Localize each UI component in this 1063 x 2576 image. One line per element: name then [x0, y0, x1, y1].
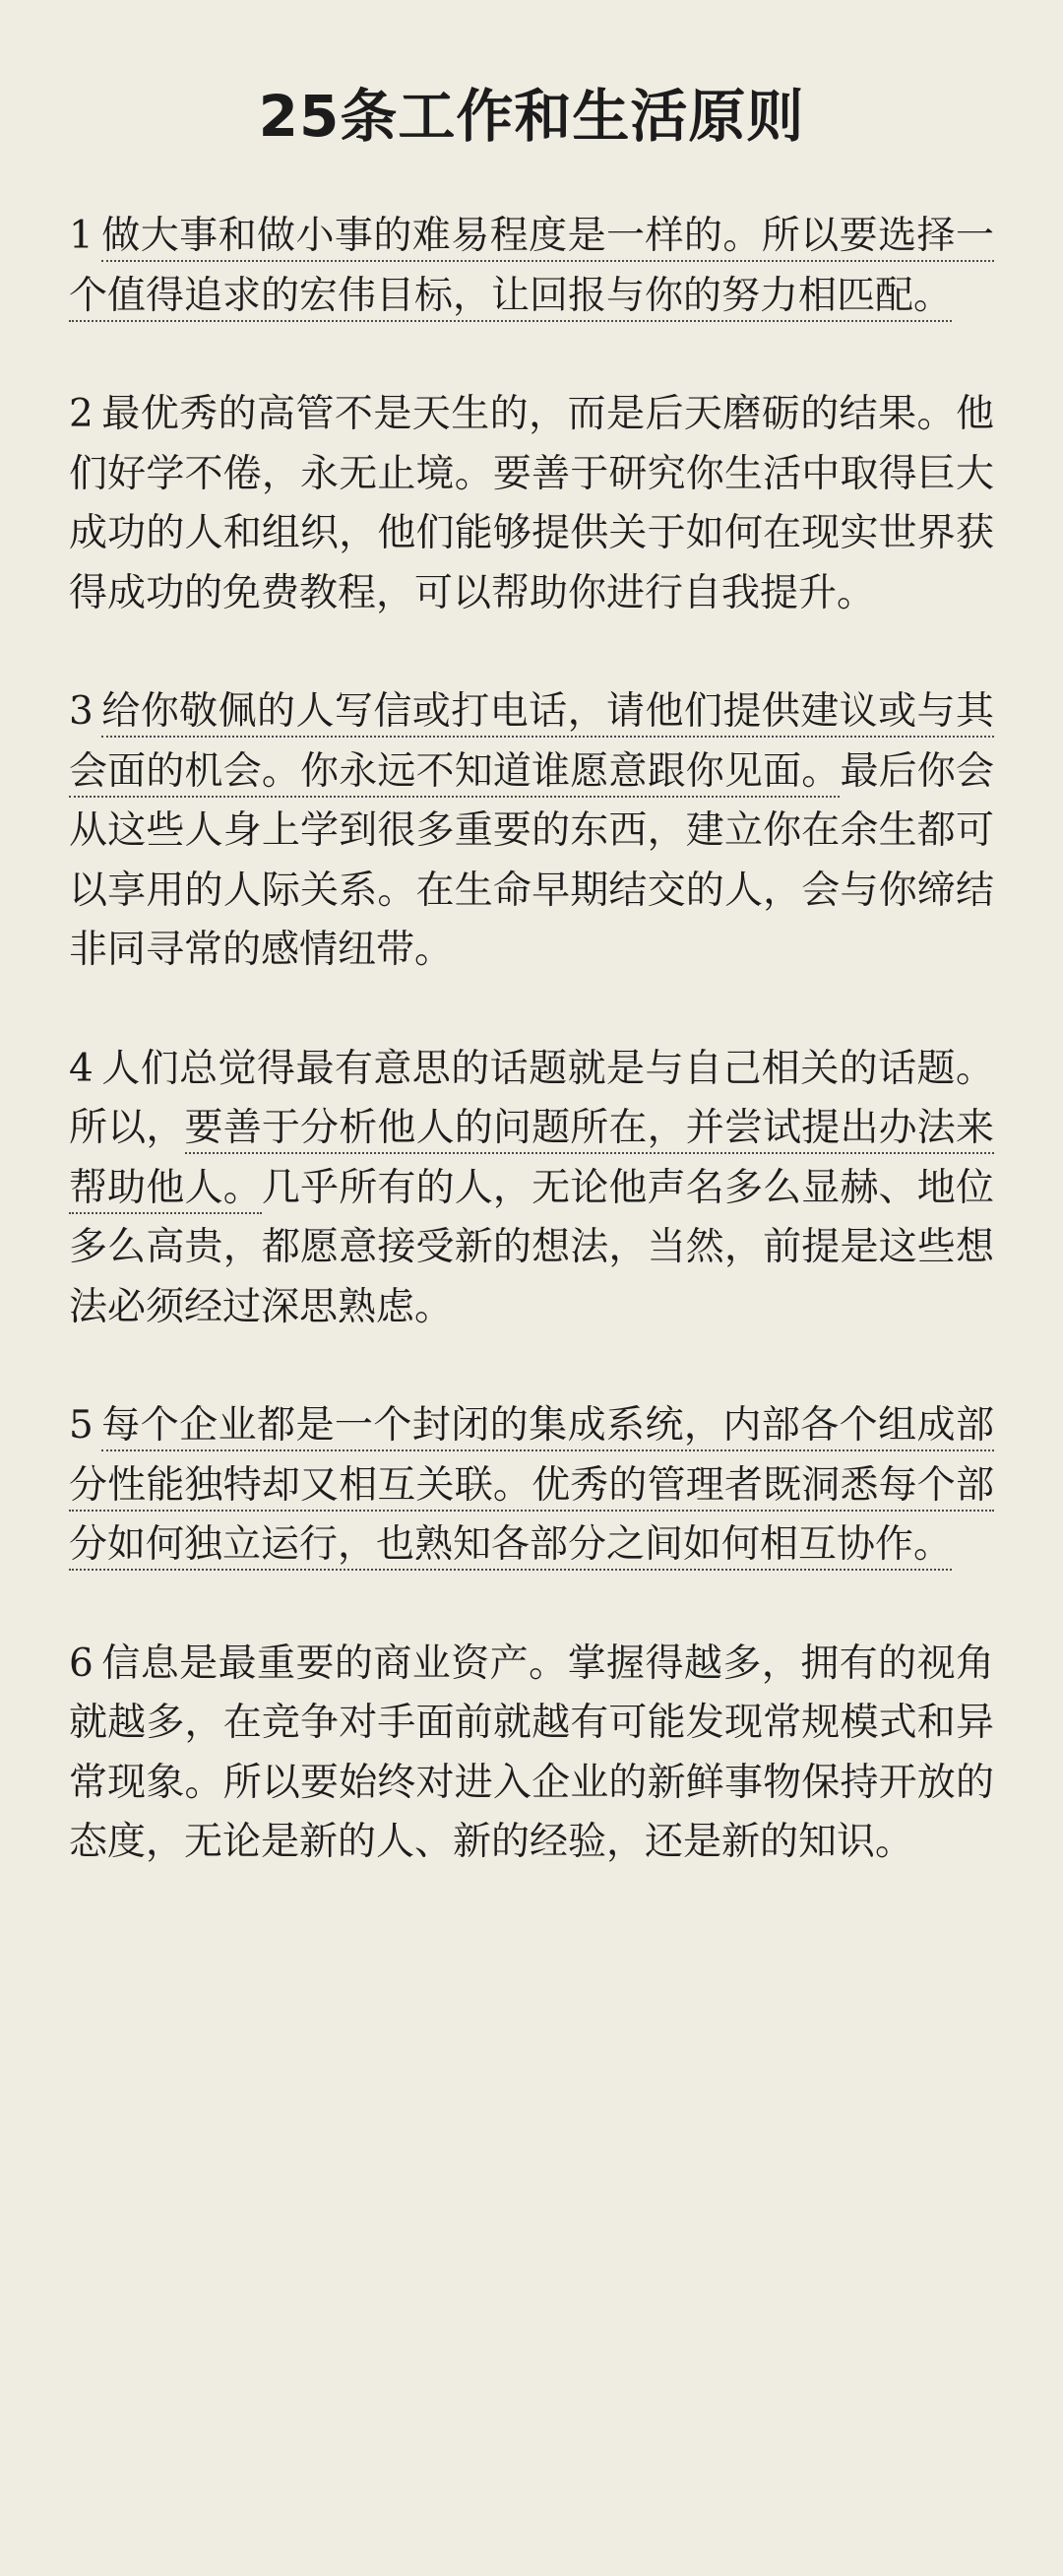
page-title: 25条工作和生活原则 — [258, 83, 805, 150]
principle-text: 几乎所有的人，无论他声名多么显赫、地位多么高贵，都愿意接受新的想法，当然，前提是这些想法必须经过深思熟虑。 — [69, 1165, 994, 1329]
principle-number: 1 — [69, 214, 94, 258]
principle-2 — [69, 385, 994, 623]
principle-number: 5 — [69, 1403, 94, 1448]
principle-5 — [69, 1396, 994, 1576]
principle-number: 2 — [69, 392, 94, 436]
principle-text: 最后你会从这些人身上学到很多重要的东西，建立你在余生都可以享用的人际关系。在生命早期结交的人，会与你缔结非同寻常的感情纽带。 — [69, 748, 994, 972]
principle-text-before: 人们总觉得最有意思的话题就是与自己相关的话题。所以， — [69, 1046, 994, 1150]
principle-underlined-text: 做大事和做小事的难易程度是一样的。所以要选择一个值得追求的宏伟目标，让回报与你的努力相匹配。 — [69, 214, 994, 322]
principle-underlined-text: 每个企业都是一个封闭的集成系统，内部各个组成部分性能独特却又相互关联。优秀的管理者既洞悉每个部分如何独立运行，也熟知各部分之间如何相互协作。 — [69, 1403, 994, 1571]
principle-4 — [69, 1040, 994, 1338]
principle-1 — [69, 207, 994, 326]
principle-3 — [69, 682, 994, 981]
principle-number: 6 — [69, 1641, 94, 1686]
principle-underlined-text: 给你敬佩的人写信或打电话，请他们提供建议或与其会面的机会。你永远不知道谁愿意跟你见面。 — [69, 689, 994, 798]
principle-text: 最优秀的高管不是天生的，而是后天磨砺的结果。他们好学不倦，永无止境。要善于研究你生活中取得巨大成功的人和组织，他们能够提供关于如何在现实世界获得成功的免费教程，可以帮助你进行自我提升。 — [69, 392, 994, 615]
principle-number: 3 — [69, 689, 94, 734]
principle-underlined-text: 要善于分析他人的问题所在，并尝试提出办法来帮助他人。 — [69, 1106, 994, 1214]
principle-text: 信息是最重要的商业资产。掌握得越多，拥有的视角就越多，在竞争对手面前就越有可能发现常规模式和异常现象。所以要始终对进入企业的新鲜事物保持开放的态度，无论是新的人、新的经验，还是新的知识。 — [69, 1641, 994, 1864]
principle-number: 4 — [69, 1046, 94, 1091]
principle-6 — [69, 1635, 994, 1873]
